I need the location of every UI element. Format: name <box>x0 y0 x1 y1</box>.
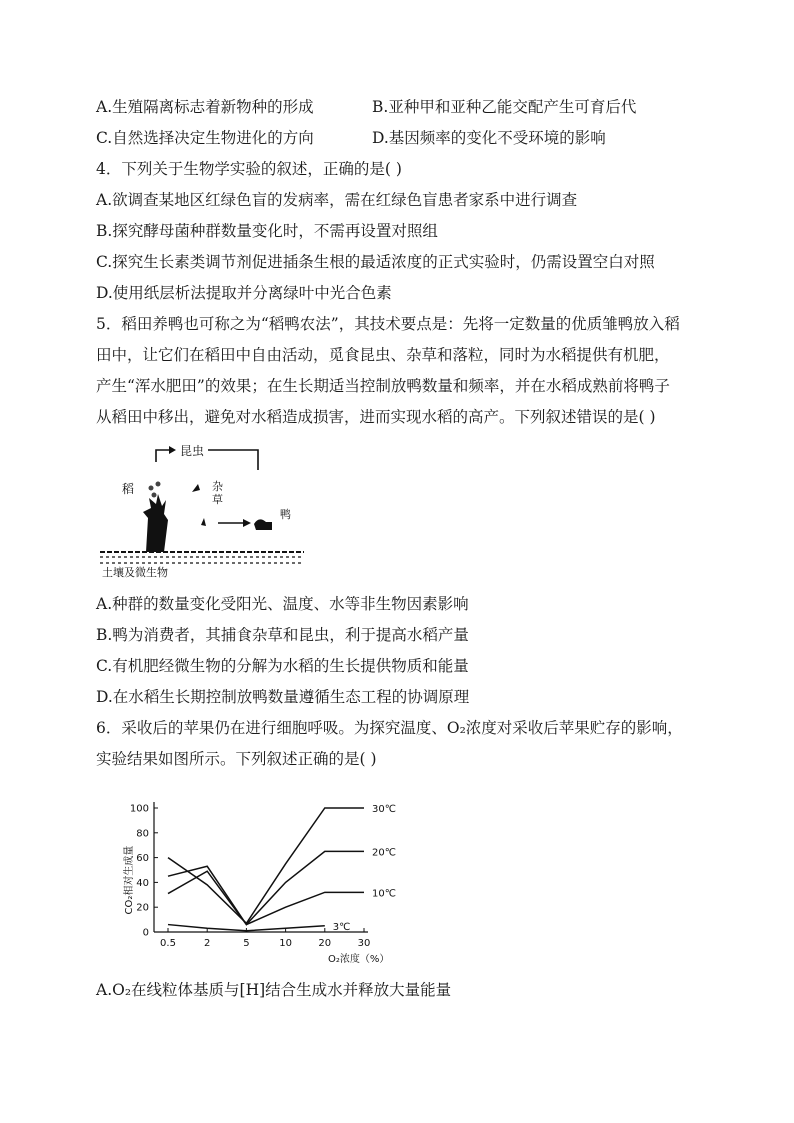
label-soil: 土壤及微生物 <box>102 566 168 579</box>
label-weed-bottom: 草 <box>212 493 223 506</box>
series-label-10c: 10℃ <box>372 888 396 900</box>
arrow-insect-to-duck <box>208 450 258 470</box>
co2-line-chart <box>96 778 416 968</box>
y-tick-label: 100 <box>129 803 149 815</box>
label-duck: 鸭 <box>280 508 291 521</box>
q6-stem-line-2: 实验结果如图所示。下列叙述正确的是( ) <box>96 750 377 768</box>
q5-option-a: A.种群的数量变化受阳光、温度、水等非生物因素影响 <box>96 595 469 613</box>
q5-option-c: C.有机肥经微生物的分解为水稻的生长提供物质和能量 <box>96 657 469 675</box>
x-axis-label: O₂浓度（%） <box>328 954 390 965</box>
rice-grain-icon <box>156 482 161 487</box>
q4-option-a: A.欲调查某地区红绿色盲的发病率，需在红绿色盲患者家系中进行调查 <box>96 191 578 209</box>
label-weed-top: 杂 <box>212 480 223 493</box>
y-tick-label: 0 <box>142 927 149 939</box>
label-insect: 昆虫 <box>180 444 205 458</box>
q4-stem: 4．下列关于生物学实验的叙述，正确的是( ) <box>96 160 402 178</box>
series-label-30c: 30℃ <box>372 804 396 815</box>
q4-option-c: C.探究生长素类调节剂促进插条生根的最适浓度的正式实验时，仍需设置空白对照 <box>96 253 655 271</box>
q5-stem-line-2: 田中，让它们在稻田中自由活动，觅食昆虫、杂草和落粒，同时为水稻提供有机肥， <box>96 346 670 364</box>
y-tick-label: 80 <box>136 828 149 840</box>
q3-option-d: D.基因频率的变化不受环境的影响 <box>372 129 606 147</box>
q4-option-b: B.探究酵母菌种群数量变化时，不需再设置对照组 <box>96 222 438 240</box>
q3-option-b: B.亚种甲和亚种乙能交配产生可育后代 <box>372 98 637 116</box>
x-tick-label: 0.5 <box>160 938 176 949</box>
rice-grain-icon <box>152 493 157 498</box>
series-line-20c <box>168 851 364 924</box>
x-tick-label: 2 <box>204 938 211 949</box>
label-rice: 稻 <box>122 482 135 496</box>
weed-icon <box>192 484 200 492</box>
x-tick-label: 10 <box>279 938 292 949</box>
q5-stem-line-3: 产生“浑水肥田”的效果；在生长期适当控制放鸭数量和频率，并在水稻成熟前将鸭子 <box>96 377 670 395</box>
arrow-head-insect <box>169 446 176 454</box>
q5-stem-line-4: 从稻田中移出，避免对水稻造成损害，进而实现水稻的高产。下列叙述错误的是( ) <box>96 408 656 426</box>
series-label-20c: 20℃ <box>372 847 396 859</box>
weed-icon <box>201 518 206 526</box>
q4-option-d: D.使用纸层析法提取并分离绿叶中光合色素 <box>96 284 392 302</box>
q6-stem-line-1: 6．采收后的苹果仍在进行细胞呼吸。为探究温度、O₂浓度对采收后苹果贮存的影响， <box>96 719 683 737</box>
q3-option-a: A.生殖隔离标志着新物种的形成 <box>96 98 314 116</box>
q5-stem-line-1: 5．稻田养鸭也可称之为“稻鸭农法”，其技术要点是：先将一定数量的优质雏鸭放入稻 <box>96 315 680 333</box>
x-tick-label: 30 <box>357 938 371 949</box>
series-line-30c <box>168 808 364 923</box>
q3-option-c: C.自然选择决定生物进化的方向 <box>96 129 314 147</box>
y-tick-label: 60 <box>136 853 149 865</box>
x-tick-label: 20 <box>318 938 332 949</box>
y-axis-label: CO₂相对生成量 <box>124 845 135 915</box>
duck-icon <box>254 519 272 530</box>
rice-grain-icon <box>149 486 154 491</box>
y-tick-label: 40 <box>136 877 149 889</box>
q6-option-a: A.O₂在线粒体基质与[H]结合生成水并释放大量能量 <box>96 981 452 999</box>
series-line-10c <box>168 871 364 924</box>
series-label-3c: 3℃ <box>332 921 351 933</box>
rice-plant-icon <box>143 494 168 552</box>
arrow-head-duck <box>243 519 251 527</box>
q5-option-b: B.鸭为消费者，其捕食杂草和昆虫，利于提高水稻产量 <box>96 626 469 644</box>
rice-duck-diagram <box>96 440 326 585</box>
y-tick-label: 20 <box>136 902 149 914</box>
x-tick-label: 5 <box>243 938 250 949</box>
q5-option-d: D.在水稻生长期控制放鸭数量遵循生态工程的协调原理 <box>96 688 470 706</box>
